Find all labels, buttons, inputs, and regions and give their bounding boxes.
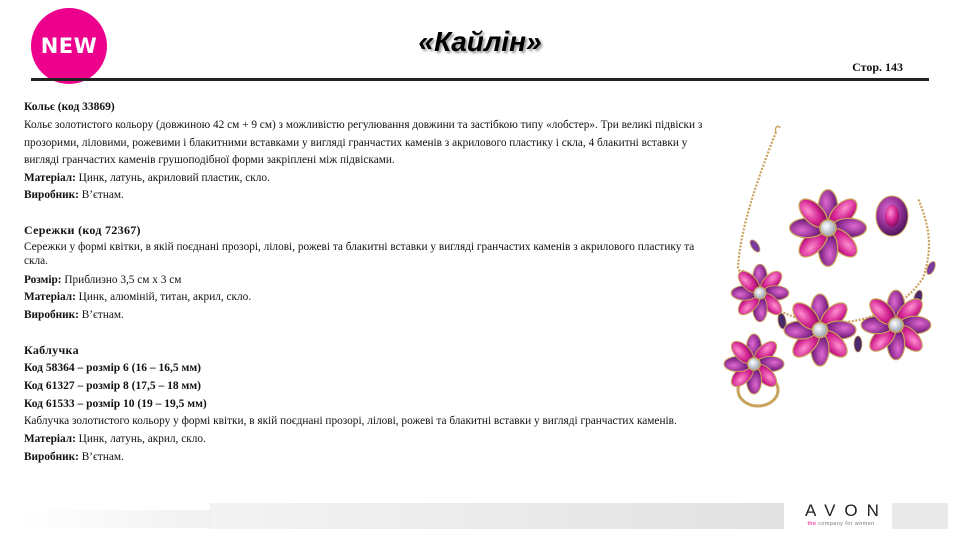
page-number: Стор. 143 <box>852 60 903 74</box>
new-badge-label: NEW <box>40 34 98 58</box>
earrings-description: Сережки у формі квітки, в якій поєднані прозорі, лілові, рожеві та блакитні вставки у вигляді гранчастих каменів з акрилового пластику та скла. <box>24 240 695 268</box>
ring-description: Каблучка золотистого кольору у формі квітки, в якій поєднані прозорі, лілові, рожеві та блакитні вставки у вигляді гранчастих каменів. <box>24 414 677 427</box>
earrings-maker: Виробник: В’єтнам. <box>24 308 124 321</box>
earrings-heading: Сережки (код 72367) <box>24 222 141 237</box>
necklace-heading: Кольє (код 33869) <box>24 101 115 113</box>
ring-code: Код 61533 – розмір 10 (19 – 19,5 мм) <box>24 398 207 411</box>
page-title: «Кайлін» <box>418 26 542 57</box>
footer-left-strip <box>20 510 210 528</box>
jewelry-photo <box>718 118 944 418</box>
footer-bar <box>210 503 784 529</box>
product-description <box>24 99 714 467</box>
necklace-description: Кольє золотистого кольору (довжиною 42 см + 9 см) з можливістю регулювання довжини та застібкою типу «лобстер». Три великі підвіски з прозорими, ліловими, рожевими і блакитними вставками у вигляді гранчастих каменів з акрилового пластику і скла, 4 блакитні вставки у вигляді гранчастих каменів грушоподібної форми закріплені між підвісками. <box>24 118 703 167</box>
ring-code: Код 58364 – розмір 6 (16 – 16,5 мм) <box>24 362 201 375</box>
avon-logo <box>796 501 886 527</box>
necklace-section <box>24 99 714 205</box>
footer-bar-right <box>892 503 948 529</box>
ring-code: Код 61327 – розмір 8 (17,5 – 18 мм) <box>24 380 201 393</box>
avon-wordmark: AVON <box>805 501 888 520</box>
necklace-maker: Виробник: В’єтнам. <box>24 189 124 202</box>
ring-section <box>24 341 714 466</box>
ring-heading: Каблучка <box>24 343 79 358</box>
earrings-section <box>24 221 714 324</box>
earrings-material: Матеріал: Цинк, алюміній, титан, акрил, скло. <box>24 291 252 304</box>
necklace-material: Матеріал: Цинк, латунь, акриловий пластик, скло. <box>24 171 270 184</box>
earrings-size: Розмір: Приблизно 3,5 см x 3 см <box>24 273 182 286</box>
header-divider <box>31 78 929 81</box>
ring-maker: Виробник: В’єтнам. <box>24 451 124 464</box>
avon-tagline: the company for women <box>807 521 875 527</box>
ring-material: Матеріал: Цинк, латунь, акрил, скло. <box>24 433 206 446</box>
